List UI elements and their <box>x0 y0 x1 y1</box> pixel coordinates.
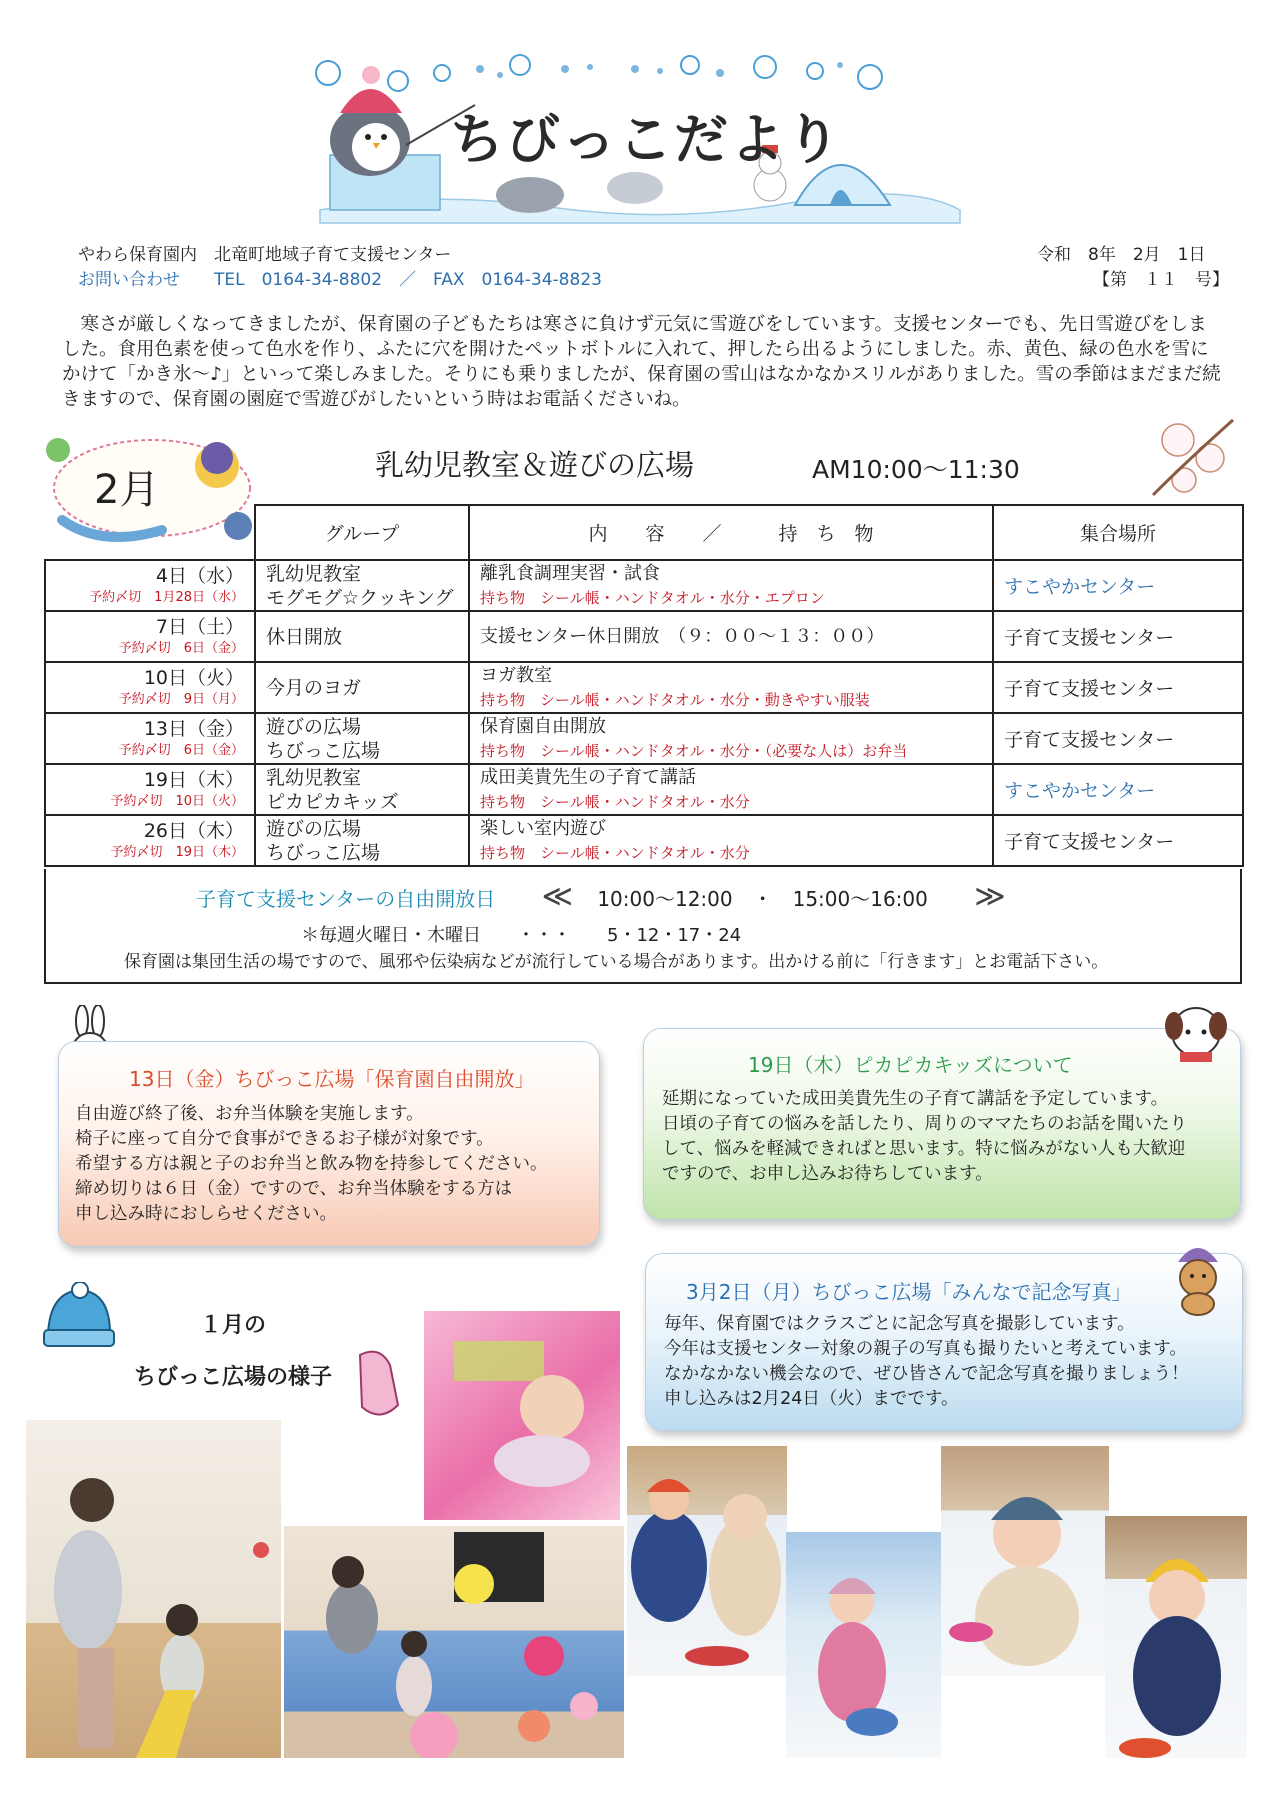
knit-hat-illustration <box>40 1282 116 1352</box>
notice-body: 延期になっていた成田美貴先生の子育て講話を予定しています。 日頃の子育ての悩みを話したり、周りのママたちのお話を聞いたり して、悩みを軽減できればと思います。特に悩みがない人も大歓迎 ですので、お申し込みお待ちしています。 <box>662 1089 1187 1184</box>
event-date: 7日（土） 予約〆切 6日（金） <box>45 611 255 662</box>
photo-balance-beam <box>26 1420 281 1758</box>
notice-title: 19日（木）ピカピカキッズについて <box>748 1053 1073 1077</box>
schedule-row <box>45 560 1243 611</box>
notice-body: 毎年、保育園ではクラスごとに記念写真を撮影しています。 今年は支援センター対象の親子の写真も撮りたいと考えています。 なかなかない機会なので、ぜひ皆さんで記念写真を撮りましょう！ 申し込みは2月24日（火）までです。 <box>664 1314 1189 1409</box>
event-place: 子育て支援センター <box>993 611 1243 662</box>
schedule-row <box>45 764 1243 815</box>
indoor-balloons-figures <box>284 1526 624 1758</box>
event-date: 10日（火） 予約〆切 9日（月） <box>45 662 255 713</box>
intro-paragraph: 寒さが厳しくなってきましたが、保育園の子どもたちは寒さに負けず元気に雪遊びをしています。支援センターでも、先日雪遊びをしました。食用色素を使って色水を作り、ふたに穴を開けたペットボトルに入れて、押したら出るようにしました。赤、黄色、緑の色水を雪にかけて「かき氷～♪」といって楽しみました。そりにも乗りましたが、保育園の雪山はなかなかスリルがありました。雪の季節はまだまだ続きますので、保育園の園庭で雪遊びがしたいという時はお電話くださいね。 <box>62 314 1221 410</box>
snow-kids-2-figures <box>786 1532 941 1758</box>
teddy-bear-illustration <box>1168 1238 1228 1316</box>
free-open-days: ＊毎週火曜日・木曜日 ・・・ 5・12・17・24 <box>301 925 742 946</box>
event-date: 19日（木） 予約〆切 10日（火） <box>45 764 255 815</box>
schedule-table <box>44 504 1244 867</box>
event-content: 保育園自由開放 持ち物 シール帳・ハンドタオル・水分・（必要な人は）お弁当 <box>469 713 993 764</box>
notice-card-kids-talk <box>643 1028 1241 1220</box>
schedule-header-row <box>45 505 1243 560</box>
event-content: 支援センター休日開放 （９：００～１３：００） <box>469 611 993 662</box>
notice-title: 3月2日（月）ちびっこ広場「みんなで記念写真」 <box>686 1280 1132 1304</box>
place-column-header: 集合場所 <box>993 505 1243 560</box>
event-date: 13日（金） 予約〆切 6日（金） <box>45 713 255 764</box>
newsletter-header <box>310 45 970 225</box>
photo-indoor-balloons <box>284 1526 624 1758</box>
balance-beam-figures <box>26 1420 281 1758</box>
snow-kids-4-figures <box>1105 1516 1247 1758</box>
schedule-row <box>45 713 1243 764</box>
event-content: 成田美貴先生の子育て講話 持ち物 シール帳・ハンドタオル・水分 <box>469 764 993 815</box>
issue-date: 令和 8年 2月 1日 <box>1037 245 1206 265</box>
photo-section-heading: １月の ちびっこ広場の様子 <box>133 1313 332 1390</box>
snow-kids-1-figures <box>627 1446 787 1676</box>
schedule-row <box>45 611 1243 662</box>
notice-card-open-day <box>58 1041 600 1247</box>
right-bracket-icon: ≫ <box>974 879 1006 914</box>
event-place: 子育て支援センター <box>993 713 1243 764</box>
photo-snow-kids-3 <box>941 1446 1109 1676</box>
free-open-times: 10:00～12:00 ・ 15:00～16:00 <box>597 887 928 911</box>
event-date: 26日（木） 予約〆切 19日（木） <box>45 815 255 866</box>
free-open-line <box>196 879 1006 914</box>
plum-blossom-decoration <box>1148 410 1238 500</box>
issue-number: 【第 １１ 号】 <box>1093 270 1229 290</box>
snow-kids-3-figures <box>941 1446 1109 1676</box>
notice-body: 自由遊び終了後、お弁当体験を実施します。 椅子に座って自分で食事ができるお子様が対象です。 希望する方は親と子のお弁当と飲み物を持参してください。 締め切りは６日（金）ですので、お弁当体験をする方は 申し込み時におしらせください。 <box>75 1104 548 1224</box>
content-column-header: 内 容 ／ 持 ち 物 <box>469 505 993 560</box>
event-group: 遊びの広場 ちびっこ広場 <box>255 815 469 866</box>
event-group: 遊びの広場 ちびっこ広場 <box>255 713 469 764</box>
mitten-illustration <box>350 1345 408 1425</box>
event-place: 子育て支援センター <box>993 662 1243 713</box>
event-group: 休日開放 <box>255 611 469 662</box>
left-bracket-icon: ≪ <box>541 879 573 914</box>
schedule-row <box>45 815 1243 866</box>
month-label: 2月 <box>94 467 160 513</box>
event-content: ヨガ教室 持ち物 シール帳・ハンドタオル・水分・動きやすい服装 <box>469 662 993 713</box>
event-group: 乳幼児教室 ピカピカキッズ <box>255 764 469 815</box>
schedule-title: 乳幼児教室＆遊びの広場 <box>375 448 695 482</box>
photo-snow-kids-1 <box>627 1446 787 1676</box>
free-open-note: 保育園は集団生活の場ですので、風邪や伝染病などが流行している場合があります。出かける前に「行きます」とお電話下さい。 <box>124 952 1109 972</box>
event-date: 4日（水） 予約〆切 1月28日（水） <box>45 560 255 611</box>
dog-illustration <box>1160 1000 1232 1070</box>
newsletter-title: ちびっこだより <box>450 108 842 171</box>
event-content: 楽しい室内遊び 持ち物 シール帳・ハンドタオル・水分 <box>469 815 993 866</box>
schedule-time: AM10:00～11:30 <box>812 455 1020 484</box>
organization-name: やわら保育園内 北竜町地域子育て支援センター <box>78 245 452 265</box>
group-column-header: グループ <box>255 505 469 560</box>
schedule-row <box>45 662 1243 713</box>
free-open-section <box>44 869 1242 984</box>
notice-card-photo-day <box>645 1253 1243 1431</box>
photo-baby-crawling <box>424 1311 620 1520</box>
event-place: すこやかセンター <box>993 560 1243 611</box>
photo-snow-kids-4 <box>1105 1516 1247 1758</box>
free-open-label: 子育て支援センターの自由開放日 <box>196 887 496 911</box>
contact-info: お問い合わせ TEL 0164-34-8802 ／ FAX 0164-34-8823 <box>78 270 602 290</box>
event-group: 乳幼児教室 モグモグ☆クッキング <box>255 560 469 611</box>
event-place: 子育て支援センター <box>993 815 1243 866</box>
photo-snow-kids-2 <box>786 1532 941 1758</box>
date-column-header <box>45 505 255 560</box>
baby-crawling-figure <box>424 1311 620 1520</box>
notice-title: 13日（金）ちびっこ広場「保育園自由開放」 <box>129 1067 535 1091</box>
event-place: すこやかセンター <box>993 764 1243 815</box>
event-content: 離乳食調理実習・試食 持ち物 シール帳・ハンドタオル・水分・エプロン <box>469 560 993 611</box>
event-group: 今月のヨガ <box>255 662 469 713</box>
